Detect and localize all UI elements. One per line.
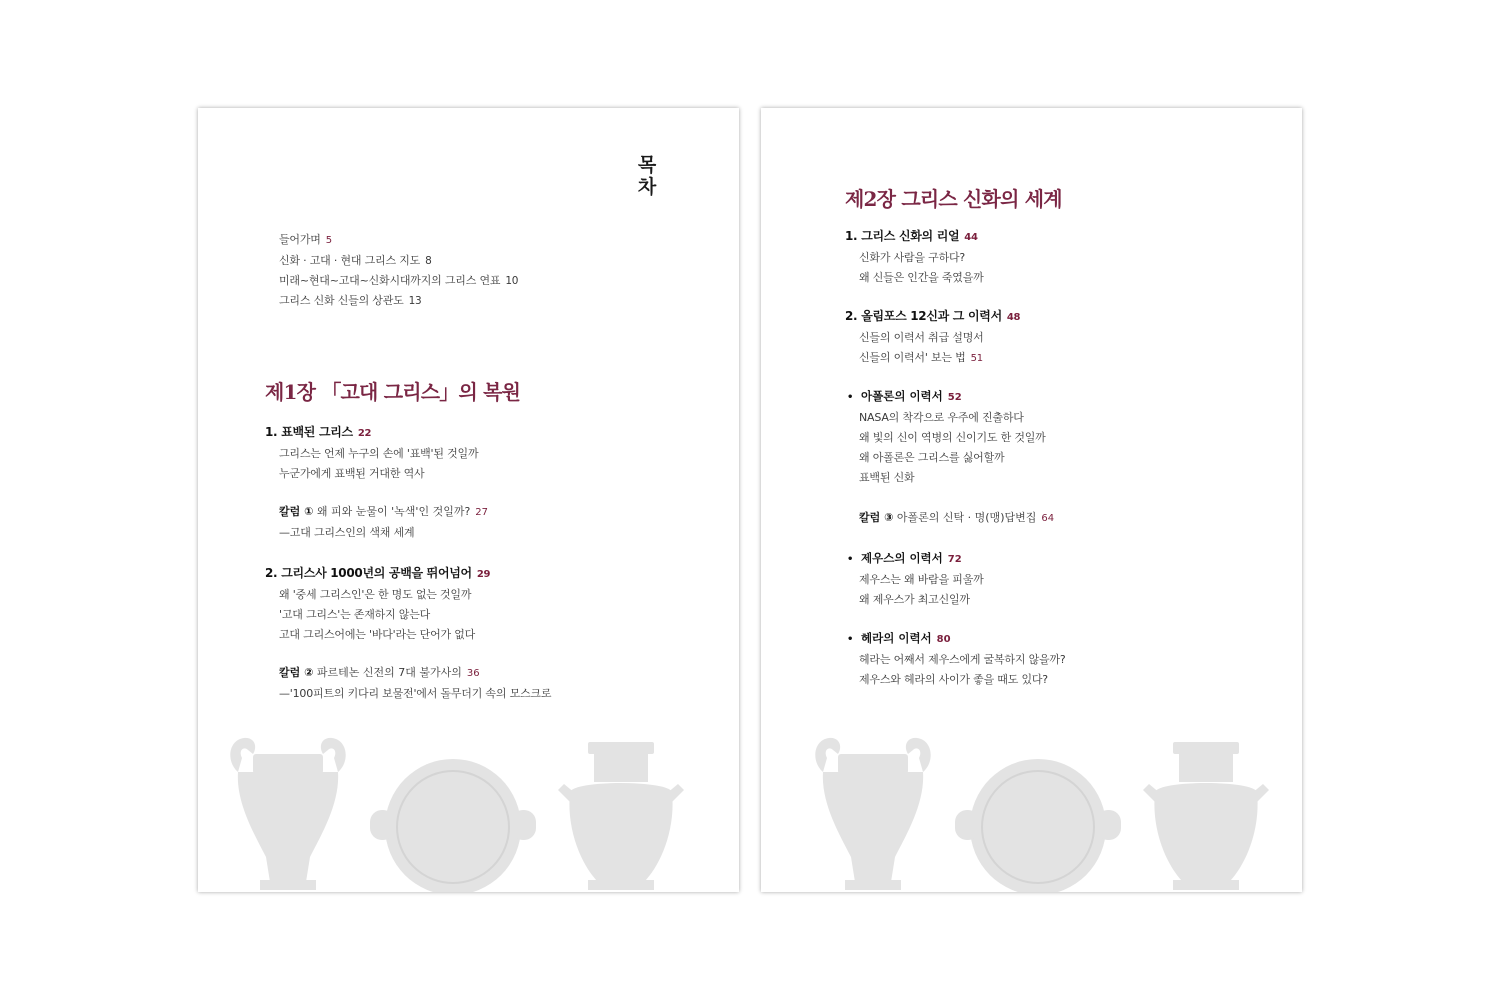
list-item: 그리스는 언제 누구의 손에 '표백'된 것일까 [279, 447, 479, 460]
column-subtitle: —'100피트의 키다리 보물전'에서 돌무더기 속의 모스크로 [279, 687, 552, 700]
list-item: 들어가며 5 [279, 233, 332, 246]
entry-heading: • 아폴론의 이력서 52 [847, 389, 962, 403]
intro-list [279, 230, 518, 311]
right-page [761, 108, 1302, 892]
chapter-1-title: 제1장 「고대 그리스」의 복원 [265, 380, 521, 404]
amphora-icon [815, 738, 930, 890]
list-item: 왜 아폴론은 그리스를 싫어할까 [859, 451, 1005, 464]
section-heading: 2. 올림포스 12신과 그 이력서 48 [845, 309, 1021, 323]
hera-entry [847, 628, 1066, 690]
list-item: 신들의 이력서' 보는 법 51 [859, 351, 983, 364]
section-heading: 1. 그리스 신화의 리얼 44 [845, 229, 978, 243]
list-item: '고대 그리스'는 존재하지 않는다 [279, 608, 431, 621]
column-subtitle: —고대 그리스인의 색채 세계 [279, 526, 415, 539]
list-item: 미래~현대~고대~신화시대까지의 그리스 연표 10 [279, 274, 519, 287]
vase-illustration [198, 732, 739, 892]
column-2 [279, 663, 551, 704]
list-item: 왜 제우스가 최고신일까 [859, 593, 970, 606]
column-heading: 칼럼 ③ 아폴론의 신탁 · 명(맹)답변집 64 [859, 511, 1055, 524]
entry-heading: • 제우스의 이력서 72 [847, 551, 962, 565]
section-1 [845, 226, 984, 288]
list-item: 왜 신들은 인간을 죽였을까 [859, 271, 984, 284]
section-heading: 2. 그리스사 1000년의 공백을 뛰어넘어 29 [265, 566, 491, 580]
list-item: 신화가 사람을 구하다? [859, 251, 966, 264]
vase-illustration [761, 732, 1302, 892]
entry-heading: • 헤라의 이력서 80 [847, 631, 951, 645]
list-item: 누군가에게 표백된 거대한 역사 [279, 467, 425, 480]
list-item: 신들의 이력서 취급 설명서 [859, 331, 984, 344]
plate-icon [370, 759, 536, 892]
section-heading: 1. 표백된 그리스 22 [265, 425, 372, 439]
hydria-icon [558, 742, 684, 890]
list-item: NASA의 착각으로 우주에 진출하다 [859, 411, 1024, 424]
section-2 [845, 306, 1020, 369]
column-3 [859, 508, 1054, 529]
column-heading: 칼럼 ① 왜 피와 눈물이 '녹색'인 것일까? 27 [279, 505, 489, 518]
section-1 [265, 422, 478, 484]
section-2 [265, 563, 490, 645]
chapter-2-title: 제2장 그리스 신화의 세계 [845, 187, 1062, 211]
list-item: 제우스와 헤라의 사이가 좋을 때도 있다? [859, 673, 1048, 686]
zeus-entry [847, 548, 984, 610]
list-item: 고대 그리스어에는 '바다'라는 단어가 없다 [279, 628, 476, 641]
list-item: 제우스는 왜 바람을 피울까 [859, 573, 984, 586]
list-item: 표백된 신화 [859, 471, 915, 484]
amphora-icon [230, 738, 345, 890]
list-item: 헤라는 어째서 제우스에게 굴복하지 않을까? [859, 653, 1066, 666]
list-item: 왜 '중세 그리스인'은 한 명도 없는 것일까 [279, 588, 472, 601]
column-1 [279, 502, 488, 543]
left-page [198, 108, 739, 892]
apollo-entry [847, 386, 1046, 488]
list-item: 신화 · 고대 · 현대 그리스 지도 8 [279, 254, 432, 267]
toc-title: 목차 [637, 154, 657, 198]
hydria-icon [1143, 742, 1269, 890]
list-item: 그리스 신화 신들의 상관도 13 [279, 294, 422, 307]
list-item: 왜 빛의 신이 역병의 신이기도 한 것일까 [859, 431, 1046, 444]
column-heading: 칼럼 ② 파르테논 신전의 7대 불가사의 36 [279, 666, 480, 679]
plate-icon [955, 759, 1121, 892]
